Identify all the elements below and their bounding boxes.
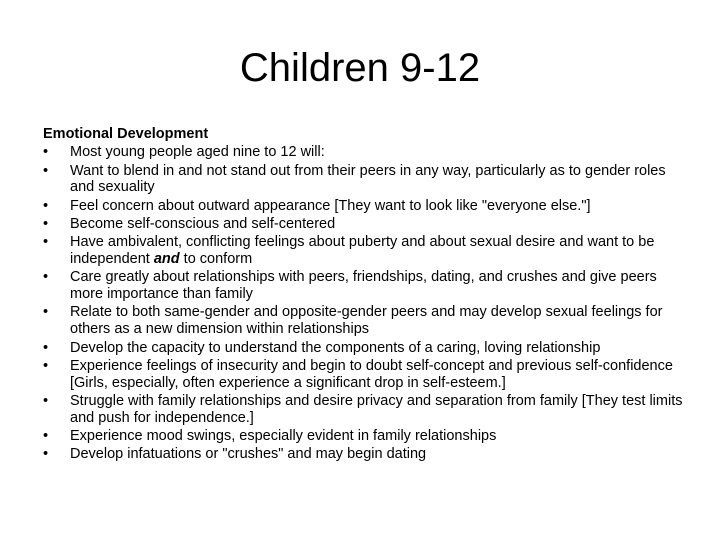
list-item — [43, 446, 693, 463]
bullet-icon: • — [43, 428, 49, 445]
bullet-icon: • — [43, 269, 49, 286]
list-item-text: Develop the capacity to understand the components of a caring, loving relationship — [70, 339, 601, 356]
slide-title: Children 9-12 — [239, 46, 481, 90]
list-item-text: Experience feelings of insecurity and begin to doubt self-concept and previous self-confidence [Girls, especially, often experience a significant drop in self-esteem.] — [70, 357, 673, 391]
list-item-emphasis: and — [153, 251, 180, 268]
bullet-icon: • — [43, 215, 49, 232]
list-item — [43, 163, 693, 197]
list-item-text-before: Have ambivalent, conflicting feelings about puberty and about sexual desire and want to be independent — [70, 234, 655, 268]
list-item — [43, 234, 693, 268]
list-item — [43, 216, 693, 233]
list-item-text: Relate to both same-gender and opposite-gender peers and may develop sexual feelings for others as a new dimension within relationships — [70, 304, 663, 338]
bullet-list — [43, 144, 693, 463]
bullet-icon: • — [43, 197, 49, 214]
list-item-text: Experience mood swings, especially evident in family relationships — [70, 428, 497, 445]
bullet-icon: • — [43, 339, 49, 356]
slide-body — [43, 126, 693, 465]
list-item — [43, 144, 693, 161]
list-item — [43, 428, 693, 445]
list-item — [43, 393, 693, 427]
list-item — [43, 198, 693, 215]
list-item-text: Care greatly about relationships with peers, friendships, dating, and crushes and give peers more importance than family — [70, 269, 657, 303]
list-item-text-after: to conform — [179, 251, 253, 268]
list-item — [43, 340, 693, 357]
list-item-text: Develop infatuations or "crushes" and may begin dating — [70, 446, 427, 463]
list-item — [43, 269, 693, 303]
list-item-text: Become self-conscious and self-centered — [70, 215, 336, 232]
bullet-icon: • — [43, 357, 49, 374]
list-item-text: Struggle with family relationships and desire privacy and separation from family [They test limits and push for independence.] — [70, 392, 683, 426]
bullet-icon: • — [43, 392, 49, 409]
bullet-icon: • — [43, 162, 49, 179]
bullet-icon: • — [43, 144, 49, 161]
bullet-icon: • — [43, 446, 49, 463]
list-item — [43, 358, 693, 392]
bullet-icon: • — [43, 234, 49, 251]
bullet-icon: • — [43, 304, 49, 321]
list-item-text: Feel concern about outward appearance [They want to look like "everyone else."] — [70, 197, 591, 214]
list-item-text: Want to blend in and not stand out from their peers in any way, particularly as to gender roles and sexuality — [70, 162, 666, 196]
section-heading: Emotional Development — [43, 126, 209, 142]
list-item-text: Most young people aged nine to 12 will: — [70, 144, 325, 161]
list-item — [43, 304, 693, 338]
